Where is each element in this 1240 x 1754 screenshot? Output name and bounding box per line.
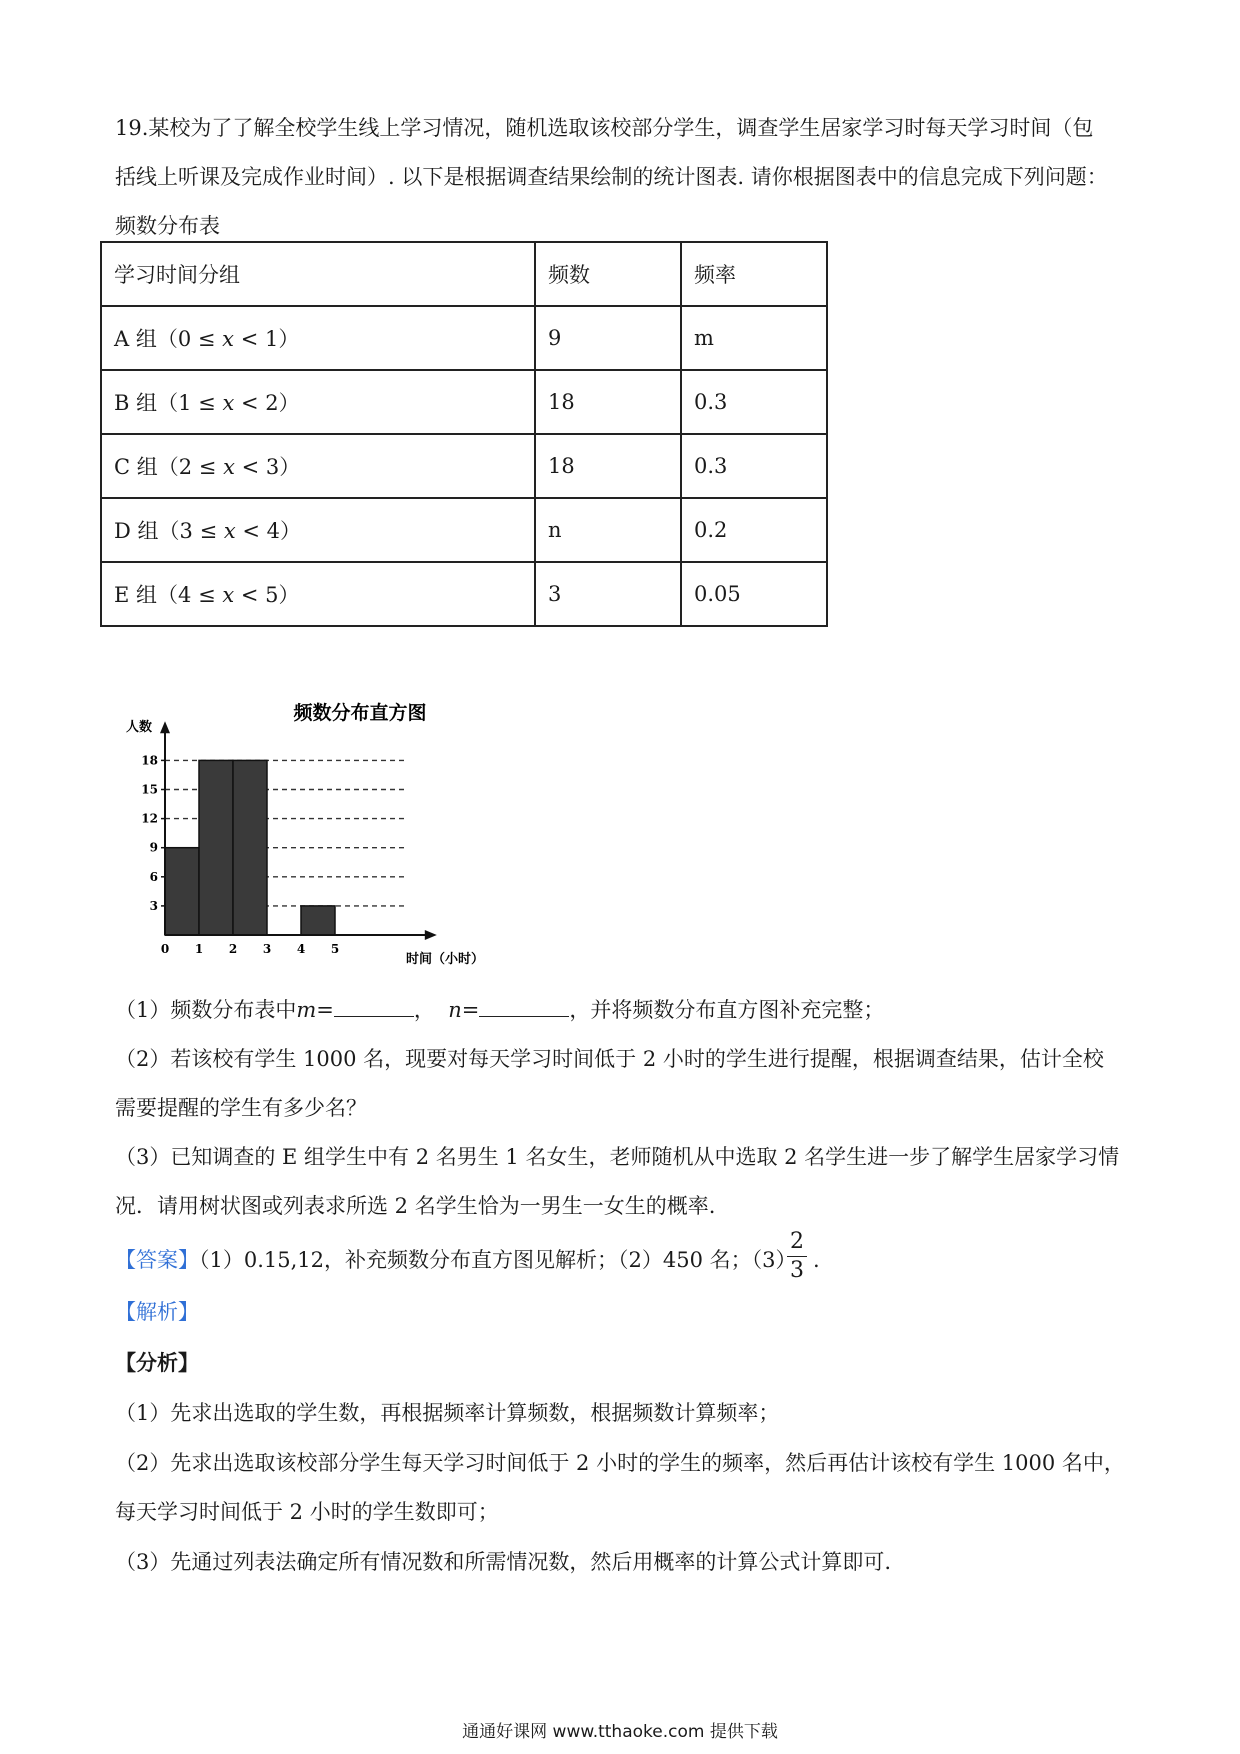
y-axis-arrow (160, 721, 170, 733)
x-tick-label: 1 (194, 942, 204, 956)
fraction-numerator: 2 (787, 1228, 807, 1257)
table-row (101, 370, 827, 434)
subquestion-3-line-1: （3）已知调查的 E 组学生中有 2 名男生 1 名女生，老师随机从中选取 2 名学生进一步了解学生居家学习情 (115, 1145, 1120, 1169)
analysis-line-1: （1）先求出选取的学生数，再根据频率计算频数，根据频数计算频率； (115, 1401, 780, 1425)
freq-cell: 9 (535, 306, 681, 370)
answer-line (115, 1245, 797, 1275)
fraction-denominator: 3 (790, 1258, 804, 1283)
histogram-bar (199, 760, 233, 935)
table-row (101, 434, 827, 498)
question-stem (115, 104, 1135, 251)
table-row (101, 306, 827, 370)
answer-tag: 【答案】 (115, 1248, 199, 1272)
table-header-row (101, 242, 827, 306)
table-title: 频数分布表 (115, 214, 220, 238)
y-tick-label: 15 (141, 782, 158, 797)
rate-cell: 0.3 (681, 434, 827, 498)
header-group: 学习时间分组 (101, 242, 535, 306)
freq-cell: 18 (535, 434, 681, 498)
x-tick-label: 0 (160, 942, 170, 956)
group-cell: C 组（2 ≤ x < 3） (101, 434, 535, 498)
x-tick-label: 5 (330, 942, 340, 956)
x-tick-label: 4 (296, 942, 306, 956)
frequency-table (100, 241, 828, 627)
histogram-bar (165, 848, 199, 935)
table-row (101, 562, 827, 626)
answer-blank-m (334, 996, 414, 1017)
subquestion-3-line-2: 况．请用树状图或列表求所选 2 名学生恰为一男生一女生的概率. (115, 1194, 716, 1218)
page-footer: 通通好课网 www.tthaoke.com 提供下载 (462, 1722, 778, 1742)
y-axis-label: 人数 (126, 720, 153, 735)
answer-fraction (787, 1228, 807, 1285)
histogram-bar (233, 760, 267, 935)
rate-cell: 0.2 (681, 498, 827, 562)
freq-cell: n (535, 498, 681, 562)
rate-cell: 0.3 (681, 370, 827, 434)
subquestion-1: （1）频数分布表中m= ， n= ，并将频数分布直方图补充完整； (115, 998, 885, 1022)
freq-cell: 3 (535, 562, 681, 626)
analysis-heading: 【分析】 (115, 1350, 199, 1375)
freq-cell: 18 (535, 370, 681, 434)
y-tick-label: 9 (149, 840, 158, 855)
header-frequency: 频数 (535, 242, 681, 306)
analysis-line-3: （3）先通过列表法确定所有情况数和所需情况数，然后用概率的计算公式计算即可. (115, 1550, 892, 1574)
x-axis-arrow (425, 930, 437, 940)
histogram-bar (301, 906, 335, 935)
rate-cell: 0.05 (681, 562, 827, 626)
analysis-line-2b: 每天学习时间低于 2 小时的学生数即可； (115, 1500, 499, 1524)
x-tick-label: 2 (228, 942, 238, 956)
header-rate: 频率 (681, 242, 827, 306)
analysis-tag: 【解析】 (115, 1300, 199, 1324)
group-cell: B 组（1 ≤ x < 2） (101, 370, 535, 434)
table-row (101, 498, 827, 562)
group-cell: A 组（0 ≤ x < 1） (101, 306, 535, 370)
subquestion-2-line-1: （2）若该校有学生 1000 名，现要对每天学习时间低于 2 小时的学生进行提醒，根据调查结果，估计全校 (115, 1047, 1104, 1071)
x-tick-label: 3 (262, 942, 272, 956)
y-tick-label: 3 (149, 898, 158, 913)
y-tick-label: 12 (141, 811, 158, 826)
frequency-histogram (120, 695, 520, 970)
y-tick-label: 6 (149, 869, 158, 884)
rate-cell: m (681, 306, 827, 370)
chart-title: 频数分布直方图 (293, 702, 427, 724)
answer-text: （1）0.15,12，补充频数分布直方图见解析；（2）450 名；（3） (199, 1248, 797, 1272)
analysis-line-2a: （2）先求出选取该校部分学生每天学习时间低于 2 小时的学生的频率，然后再估计该校有学生 1000 名中， (115, 1451, 1125, 1475)
group-cell: E 组（4 ≤ x < 5） (101, 562, 535, 626)
answer-end: . (813, 1248, 820, 1272)
question-line-1: 19.某校为了了解全校学生线上学习情况，随机选取该校部分学生，调查学生居家学习时每天学习时间（包 (115, 116, 1094, 140)
y-tick-label: 18 (141, 753, 158, 768)
subquestion-2-line-2: 需要提醒的学生有多少名？ (115, 1096, 367, 1120)
x-axis-label: 时间（小时） (406, 952, 485, 967)
answer-blank-n (479, 996, 569, 1017)
question-line-2: 括线上听课及完成作业时间）. 以下是根据调查结果绘制的统计图表. 请你根据图表中的信息完成下列问题： (115, 165, 1108, 189)
group-cell: D 组（3 ≤ x < 4） (101, 498, 535, 562)
